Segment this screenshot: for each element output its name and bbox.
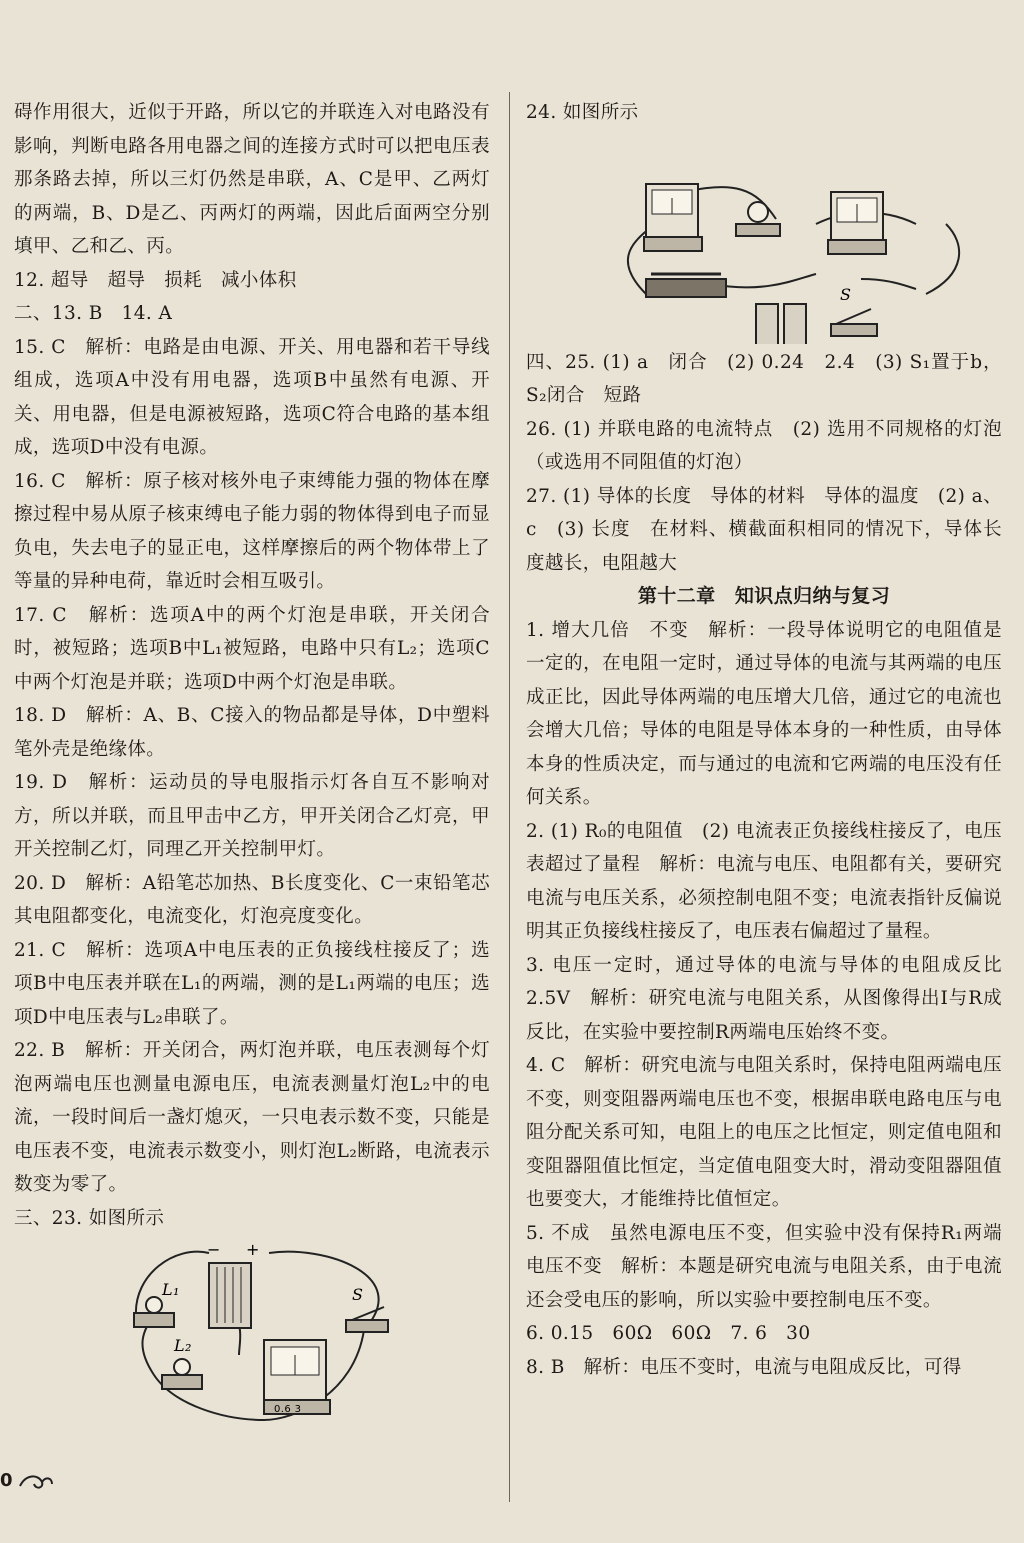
- chapter-title: 第十二章 知识点归纳与复习: [637, 585, 891, 607]
- fig24-switch-s: S: [840, 284, 852, 304]
- answer-16: 16. C 解析：原子核对核外电子束缚能力强的物体在摩擦过程中易从原子核束缚电子能力弱的物体得到电子而显负电，失去电子的显正电，这样摩擦后的两个物体带上了等量的异种电荷，靠近时会相互吸引。: [14, 470, 490, 592]
- answer-18: 18. D 解析：A、B、C接入的物品都是导体，D中塑料笔外壳是绝缘体。: [14, 705, 490, 760]
- answer-20: 20. D 解析：A铅笔芯加热、B长度变化、C一束铅笔芯其电阻都变化，电流变化，灯泡亮度变化。: [14, 872, 490, 927]
- chapter-answer-1: 1. 增大几倍 不变 解析：一段导体说明它的电阻值是一定的，在电阻一定时，通过导体的电流与其两端的电压成正比，因此导体两端的电压增大几倍，通过它的电流也会增大几倍；导体的电阻是导体本身的一种性质，由导体本身的性质决定，而与通过的电流和它两端的电压没有任何关系。: [526, 619, 1002, 808]
- right-column: [526, 96, 1021, 1384]
- answer-11-continued: 碍作用很大，近似于开路，所以它的并联连入对电路没有影响，判断电路各用电器之间的连接方式时可以把电压表那条路去掉，所以三灯仍然是串联，A、C是甲、乙两灯的两端，B、D是乙、丙两灯的两端，因此后面两空分别填甲、乙和乙、丙。: [14, 102, 490, 257]
- left-column: [14, 96, 490, 1435]
- fig23-ammeter-scale: 0.6 3: [274, 1404, 302, 1415]
- answer-24: 24. 如图所示: [526, 102, 639, 123]
- decorative-swirl-icon: [16, 1470, 56, 1494]
- answer-25: 四、25. (1) a 闭合 (2) 0.24 2.4 (3) S₁置于b，S₂闭合 短路: [526, 351, 1002, 406]
- answer-19: 19. D 解析：运动员的导电服指示灯各自互不影响对方，所以并联，而且甲击中乙方，甲开关闭合乙灯亮，甲开关控制乙灯，同理乙开关控制甲灯。: [14, 772, 490, 860]
- answer-21: 21. C 解析：选项A中电压表的正负接线柱接反了；选项B中电压表并联在L₁的两端，测的是L₁两端的电压；选项D中电压表与L₂串联了。: [14, 939, 490, 1028]
- chapter-answer-8: 8. B 解析：电压不变时，电流与电阻成反比，可得: [526, 1356, 962, 1378]
- answer-12: 12. 超导 超导 损耗 减小体积: [14, 269, 297, 291]
- page-number: 0: [0, 1470, 13, 1491]
- answer-22: 22. B 解析：开关闭合，两灯泡并联，电压表测每个灯泡两端电压也测量电源电压，电流表测量灯泡L₂中的电流，一段时间后一盏灯熄灭，一只电表示数不变，只能是电压表不变，电流表示数变小，则灯泡L₂断路，电流表示数变为零了。: [14, 1040, 490, 1195]
- chapter-answer-3: 3. 电压一定时，通过导体的电流与导体的电阻成反比 2.5V 解析：研究电流与电阻关系，从图像得出I与R成反比，在实验中要控制R两端电压始终不变。: [526, 954, 1021, 1043]
- chapter-answer-5: 5. 不成 虽然电源电压不变，但实验中没有保持R₁两端电压不变 解析：本题是研究电流与电阻关系，由于电流还会受电压的影响，所以实验中要控制电压不变。: [526, 1222, 1002, 1311]
- answer-23: 三、23. 如图所示: [14, 1207, 165, 1229]
- answer-13-14: 二、13. B 14. A: [14, 303, 173, 324]
- chapter-answer-4: 4. C 解析：研究电流与电阻关系时，保持电阻两端电压不变，则变阻器两端电压也不变，根据串联电路电压与电阻分配关系可知，电阻上的电压之比恒定，则定值电阻和变阻器阻值比恒定，当定值电阻变大时，滑动变阻器阻值也要变大，才能维持比值恒定。: [526, 1055, 1002, 1210]
- fig23-l1: L₁: [162, 1280, 180, 1299]
- answer-17: 17. C 解析：选项A中的两个灯泡是串联，开关闭合时，被短路；选项B中L₁被短路，电路中只有L₂；选项C中两个灯泡是并联；选项D中两个灯泡是串联。: [14, 604, 490, 693]
- fig23-switch-s: S: [352, 1285, 364, 1304]
- answer-27: 27. (1) 导体的长度 导体的材料 导体的温度 (2) a、c (3) 长度 在材料、横截面积相同的情况下，导体长度越长，电阻越大: [526, 485, 1002, 574]
- chapter-answer-2: 2. (1) R₀的电阻值 (2) 电流表正负接线柱接反了，电压表超过了量程 解析：电流与电压、电阻都有关，要研究电流与电压关系，必须控制电阻不变；电流表指针反偏说明其正负接线柱接反了，电压表右偏超过了量程。: [526, 820, 1002, 942]
- fig23-minus: −: [207, 1240, 221, 1259]
- fig23-l2: L₂: [174, 1336, 192, 1355]
- chapter-answer-6-7: 6. 0.15 60Ω 60Ω 7. 6 30: [526, 1323, 811, 1344]
- answer-26: 26. (1) 并联电路的电流特点 (2) 选用不同规格的灯泡（或选用不同阻值的灯泡）: [526, 418, 1002, 473]
- column-divider: [509, 92, 510, 1502]
- circuit-figure-23: [114, 1235, 414, 1435]
- circuit-figure-24: [616, 134, 986, 344]
- fig23-plus: +: [246, 1240, 260, 1259]
- answer-15: 15. C 解析：电路是由电源、开关、用电器和若干导线组成，选项A中没有用电器，选项B中虽然有电源、开关、用电器，但是电源被短路，选项C符合电路的基本组成，选项D中没有电源。: [14, 336, 490, 458]
